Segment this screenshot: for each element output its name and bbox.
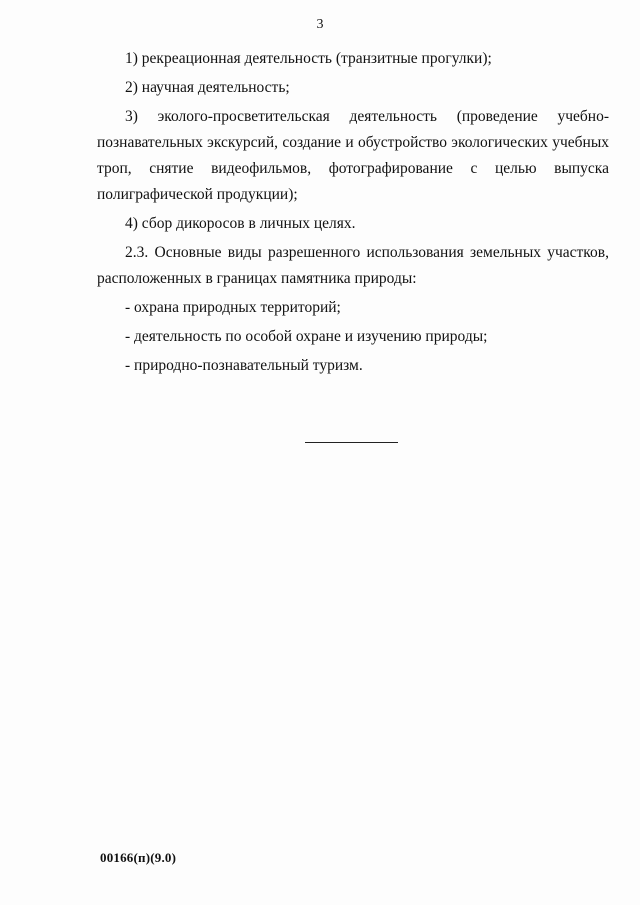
paragraph-use-1: - охрана природных территорий; bbox=[125, 299, 341, 316]
paragraph-item-1: 1) рекреационная деятельность (транзитные прогулки); bbox=[125, 50, 492, 67]
document-code: 00166(п)(9.0) bbox=[100, 850, 177, 865]
paragraph-item-3: 3) эколого-просветительская деятельность (проведение учебно-познавательных экскурсий, создание и обустройство экологических учебных троп, снятие видеофильмов, фотографирование с целью выпуска полиграфической продукции); bbox=[97, 108, 609, 203]
paragraph-section-2-3: 2.3. Основные виды разрешенного использования земельных участков, расположенных в границах памятника природы: bbox=[97, 244, 609, 287]
paragraph-item-2: 2) научная деятельность; bbox=[125, 79, 290, 96]
end-divider-line bbox=[305, 442, 398, 443]
paragraph-use-3: - природно-познавательный туризм. bbox=[125, 357, 363, 374]
paragraph-use-2: - деятельность по особой охране и изучению природы; bbox=[125, 328, 488, 345]
document-body bbox=[97, 46, 609, 382]
page-number: 3 bbox=[316, 17, 324, 32]
paragraph-item-4: 4) сбор дикоросов в личных целях. bbox=[125, 215, 356, 232]
